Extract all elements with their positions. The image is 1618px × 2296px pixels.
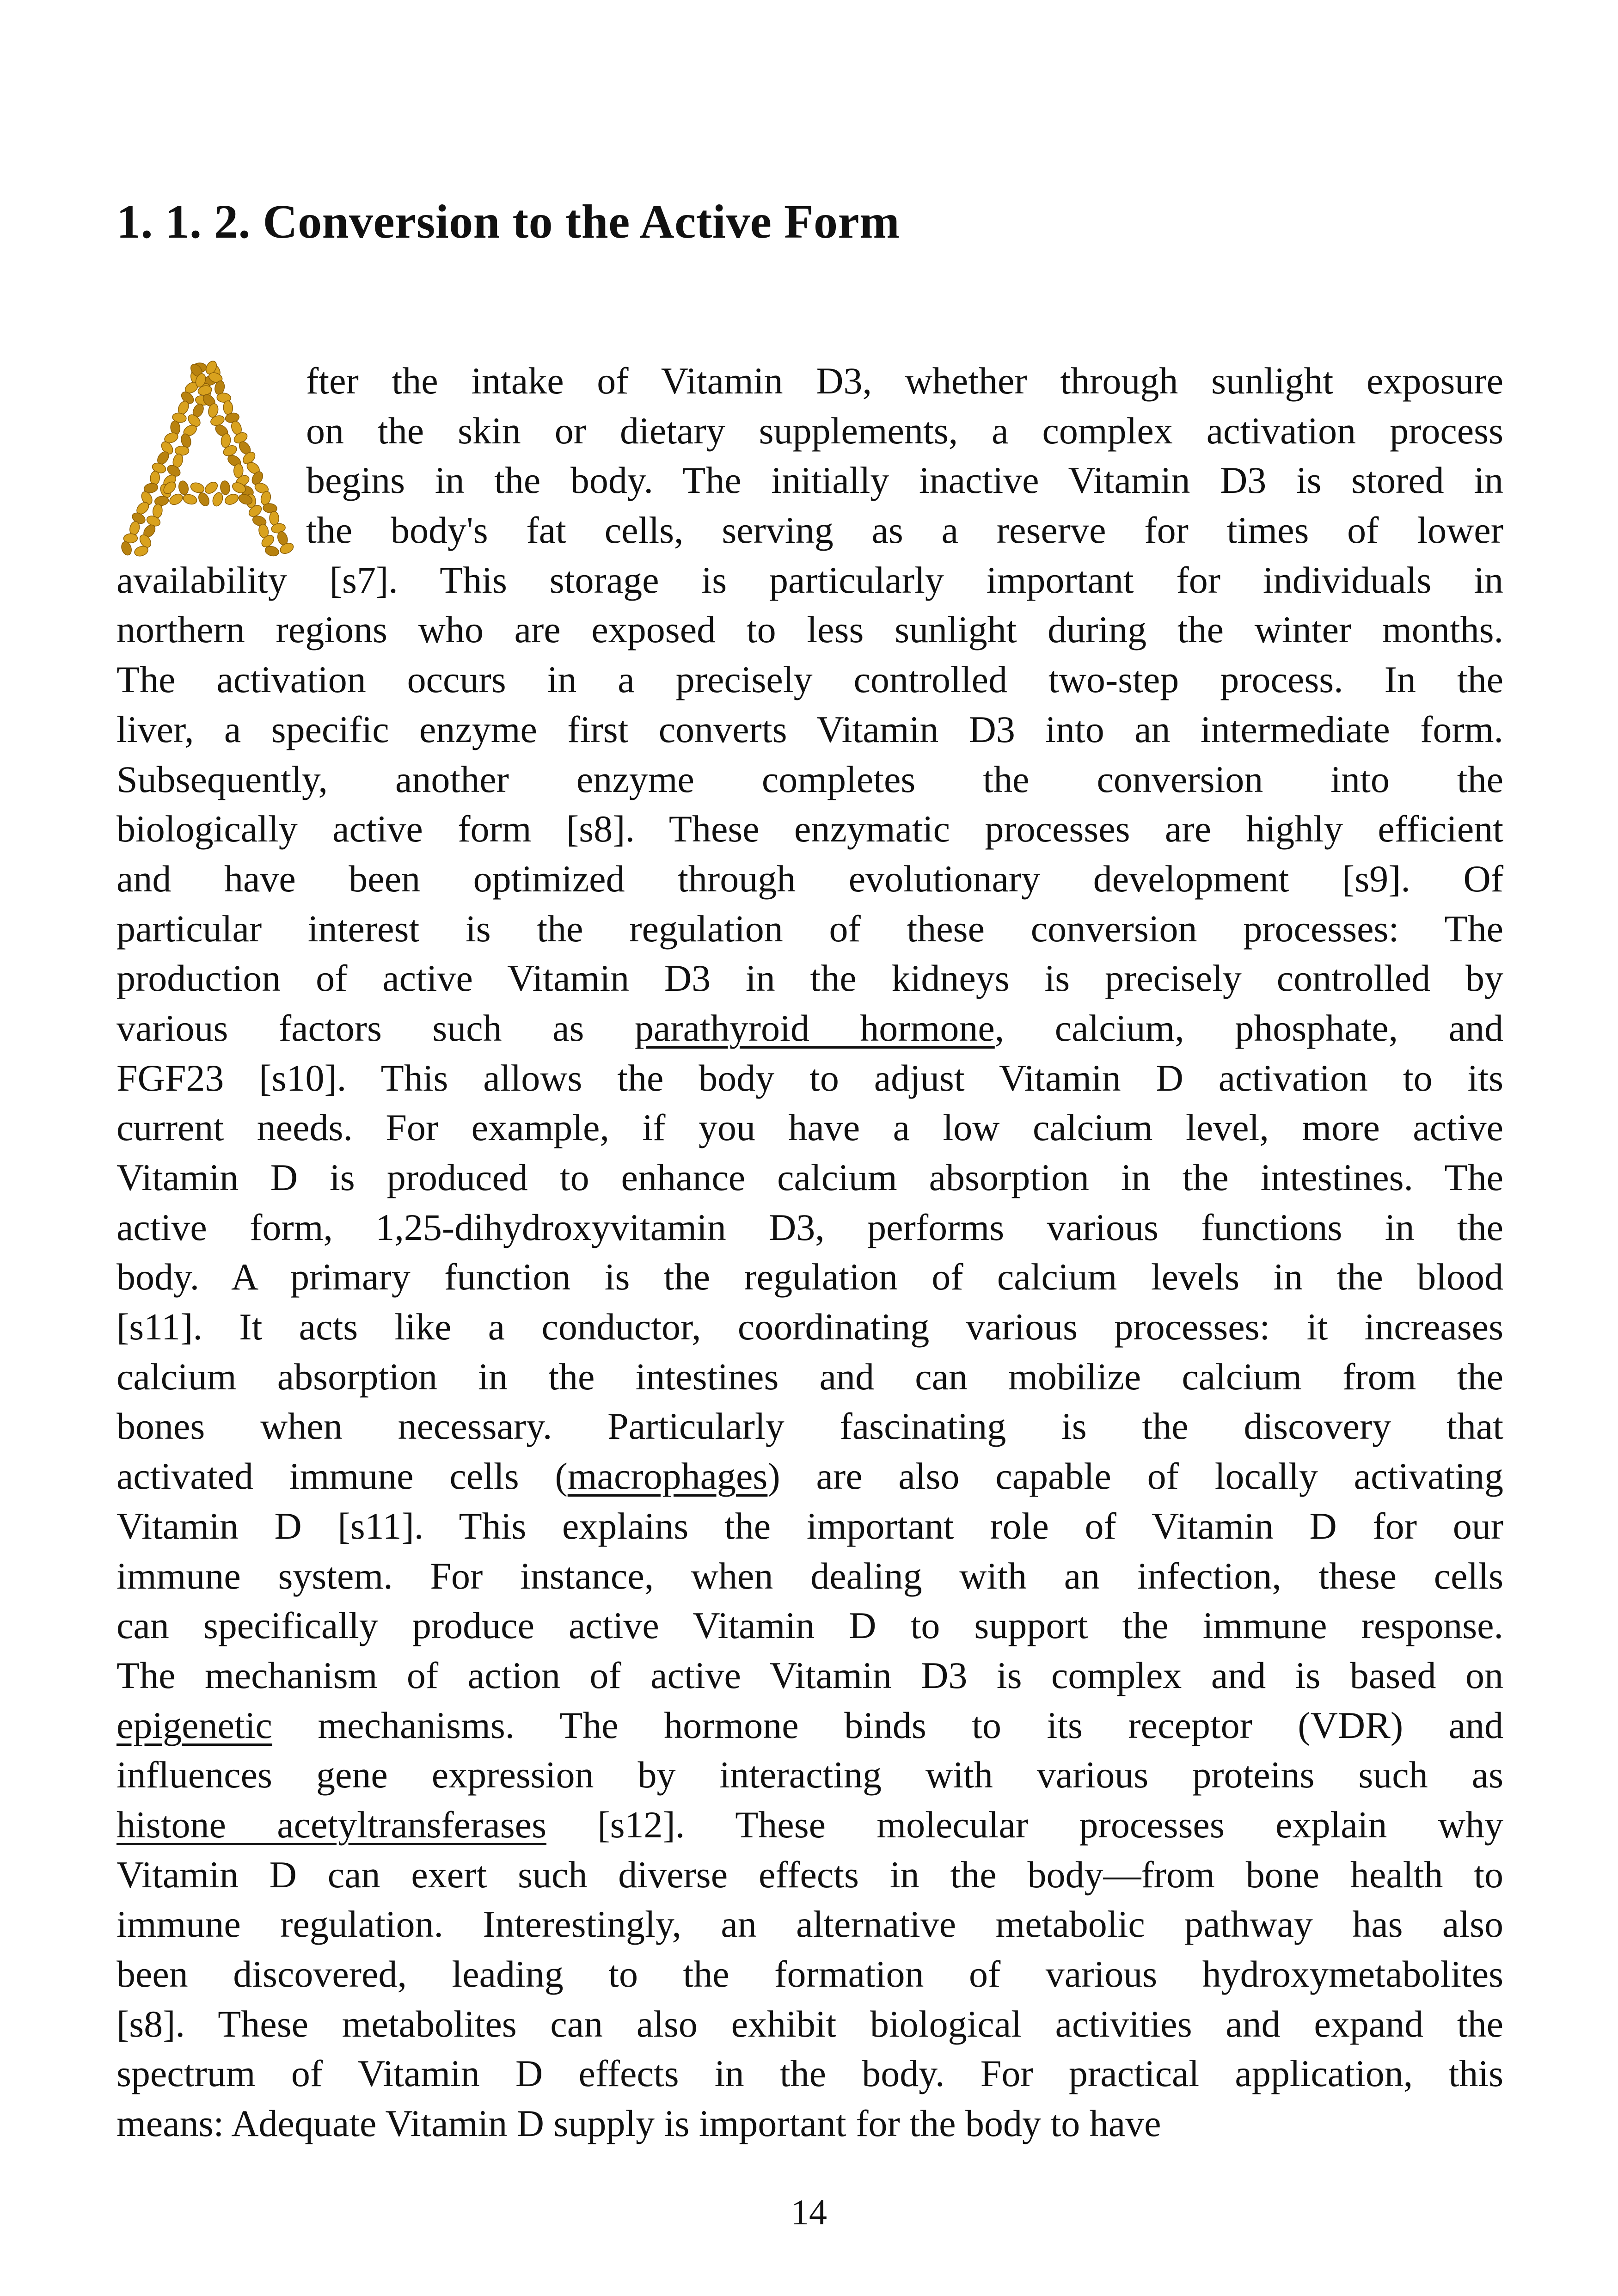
text-line	[116, 455, 1503, 505]
text-line	[116, 705, 1503, 755]
text-segment: northern regions who are exposed to less sunlight during the winter months.	[116, 608, 1503, 651]
text-segment: calcium absorption in the intestines and can mobilize calcium from the	[116, 1355, 1503, 1398]
text-line	[116, 854, 1503, 904]
text-segment: begins in the body. The initially inactive Vitamin D3 is stored in	[306, 459, 1503, 502]
text-line	[116, 1601, 1503, 1651]
underlined-term: histone acetyltransferases	[116, 1803, 546, 1846]
text-segment: been discovered, leading to the formation of various hydroxymetabolites	[116, 1953, 1503, 1995]
text-segment: production of active Vitamin D3 in the kidneys is precisely controlled by	[116, 957, 1503, 1000]
text-segment: liver, a specific enzyme first converts Vitamin D3 into an intermediate form.	[116, 708, 1503, 750]
text-segment: availability [s7]. This storage is particularly important for individuals in	[116, 559, 1503, 601]
text-line	[116, 1451, 1503, 1501]
text-segment: activated immune cells (	[116, 1455, 568, 1498]
text-segment: the body's fat cells, serving as a reserve for times of lower	[306, 509, 1503, 552]
text-segment: [s8]. These metabolites can also exhibit biological activities and expand the	[116, 2002, 1503, 2045]
text-segment: immune regulation. Interestingly, an alternative metabolic pathway has also	[116, 1903, 1503, 1946]
underlined-term: parathyroid hormone	[634, 1007, 995, 1049]
text-line	[116, 1252, 1503, 1302]
text-segment: spectrum of Vitamin D effects in the body. For practical application, this	[116, 2052, 1503, 2095]
text-segment: biologically active form [s8]. These enzymatic processes are highly efficient	[116, 808, 1503, 850]
text-segment: particular interest is the regulation of these conversion processes: The	[116, 907, 1503, 950]
underlined-term: epigenetic	[116, 1704, 272, 1746]
text-line	[116, 755, 1503, 804]
text-segment: various factors such as	[116, 1007, 635, 1049]
text-line	[116, 953, 1503, 1003]
text-segment: Subsequently, another enzyme completes the conversion into the	[116, 758, 1503, 800]
text-line	[116, 2049, 1503, 2099]
text-line	[116, 1701, 1503, 1750]
text-line	[116, 1401, 1503, 1451]
text-segment: , calcium, phosphate, and	[994, 1007, 1504, 1049]
text-segment: Vitamin D can exert such diverse effects in the body—from bone health to	[116, 1853, 1503, 1896]
text-line	[116, 1651, 1503, 1701]
text-line	[116, 1103, 1503, 1153]
text-segment: and have been optimized through evolutionary development [s9]. Of	[116, 857, 1503, 900]
text-line	[116, 1800, 1503, 1850]
text-line	[116, 356, 1503, 406]
text-line	[116, 655, 1503, 705]
text-line	[116, 605, 1503, 655]
section-heading: 1. 1. 2. Conversion to the Active Form	[116, 195, 900, 248]
text-line	[116, 1949, 1503, 1999]
page-number: 14	[791, 2192, 827, 2232]
text-segment: means: Adequate Vitamin D supply is important for the body to have	[116, 2102, 1161, 2145]
text-line	[116, 904, 1503, 954]
text-segment: on the skin or dietary supplements, a complex activation process	[306, 409, 1503, 452]
text-segment: body. A primary function is the regulation of calcium levels in the blood	[116, 1256, 1503, 1298]
body-paragraph	[116, 356, 1503, 2149]
text-segment: The mechanism of action of active Vitamin D3 is complex and is based on	[116, 1654, 1503, 1696]
text-segment: immune system. For instance, when dealing with an infection, these cells	[116, 1554, 1503, 1597]
text-line	[116, 1551, 1503, 1601]
text-segment: Vitamin D is produced to enhance calcium absorption in the intestines. The	[116, 1156, 1503, 1198]
text-segment: bones when necessary. Particularly fascinating is the discovery that	[116, 1405, 1503, 1448]
text-segment: fter the intake of Vitamin D3, whether through sunlight exposure	[306, 360, 1503, 402]
text-line	[116, 1501, 1503, 1551]
text-line	[116, 406, 1503, 456]
text-line	[116, 1003, 1503, 1053]
text-segment: Vitamin D [s11]. This explains the important role of Vitamin D for our	[116, 1504, 1503, 1547]
text-segment: can specifically produce active Vitamin D to support the immune response.	[116, 1604, 1503, 1647]
text-line	[116, 1053, 1503, 1103]
text-segment: mechanisms. The hormone binds to its receptor (VDR) and	[272, 1704, 1503, 1746]
text-segment: [s11]. It acts like a conductor, coordinating various processes: it increases	[116, 1306, 1503, 1348]
text-segment: [s12]. These molecular processes explain why	[546, 1803, 1503, 1846]
text-line	[116, 1203, 1503, 1252]
text-line	[116, 2099, 1503, 2149]
text-segment: current needs. For example, if you have a low calcium level, more active	[116, 1106, 1503, 1149]
text-line	[116, 1750, 1503, 1800]
text-line	[116, 555, 1503, 605]
text-segment: The activation occurs in a precisely controlled two-step process. In the	[116, 658, 1503, 701]
underlined-term: macrophages	[567, 1455, 768, 1498]
text-segment: influences gene expression by interacting with various proteins such as	[116, 1754, 1503, 1796]
text-line	[116, 1153, 1503, 1203]
text-line	[116, 804, 1503, 854]
text-line	[116, 505, 1503, 555]
text-line	[116, 1999, 1503, 2049]
text-line	[116, 1352, 1503, 1402]
text-line	[116, 1850, 1503, 1900]
text-segment: active form, 1,25-dihydroxyvitamin D3, performs various functions in the	[116, 1206, 1503, 1248]
text-line	[116, 1899, 1503, 1949]
text-segment: ) are also capable of locally activating	[767, 1455, 1503, 1498]
text-line	[116, 1302, 1503, 1352]
text-segment: FGF23 [s10]. This allows the body to adjust Vitamin D activation to its	[116, 1056, 1503, 1099]
